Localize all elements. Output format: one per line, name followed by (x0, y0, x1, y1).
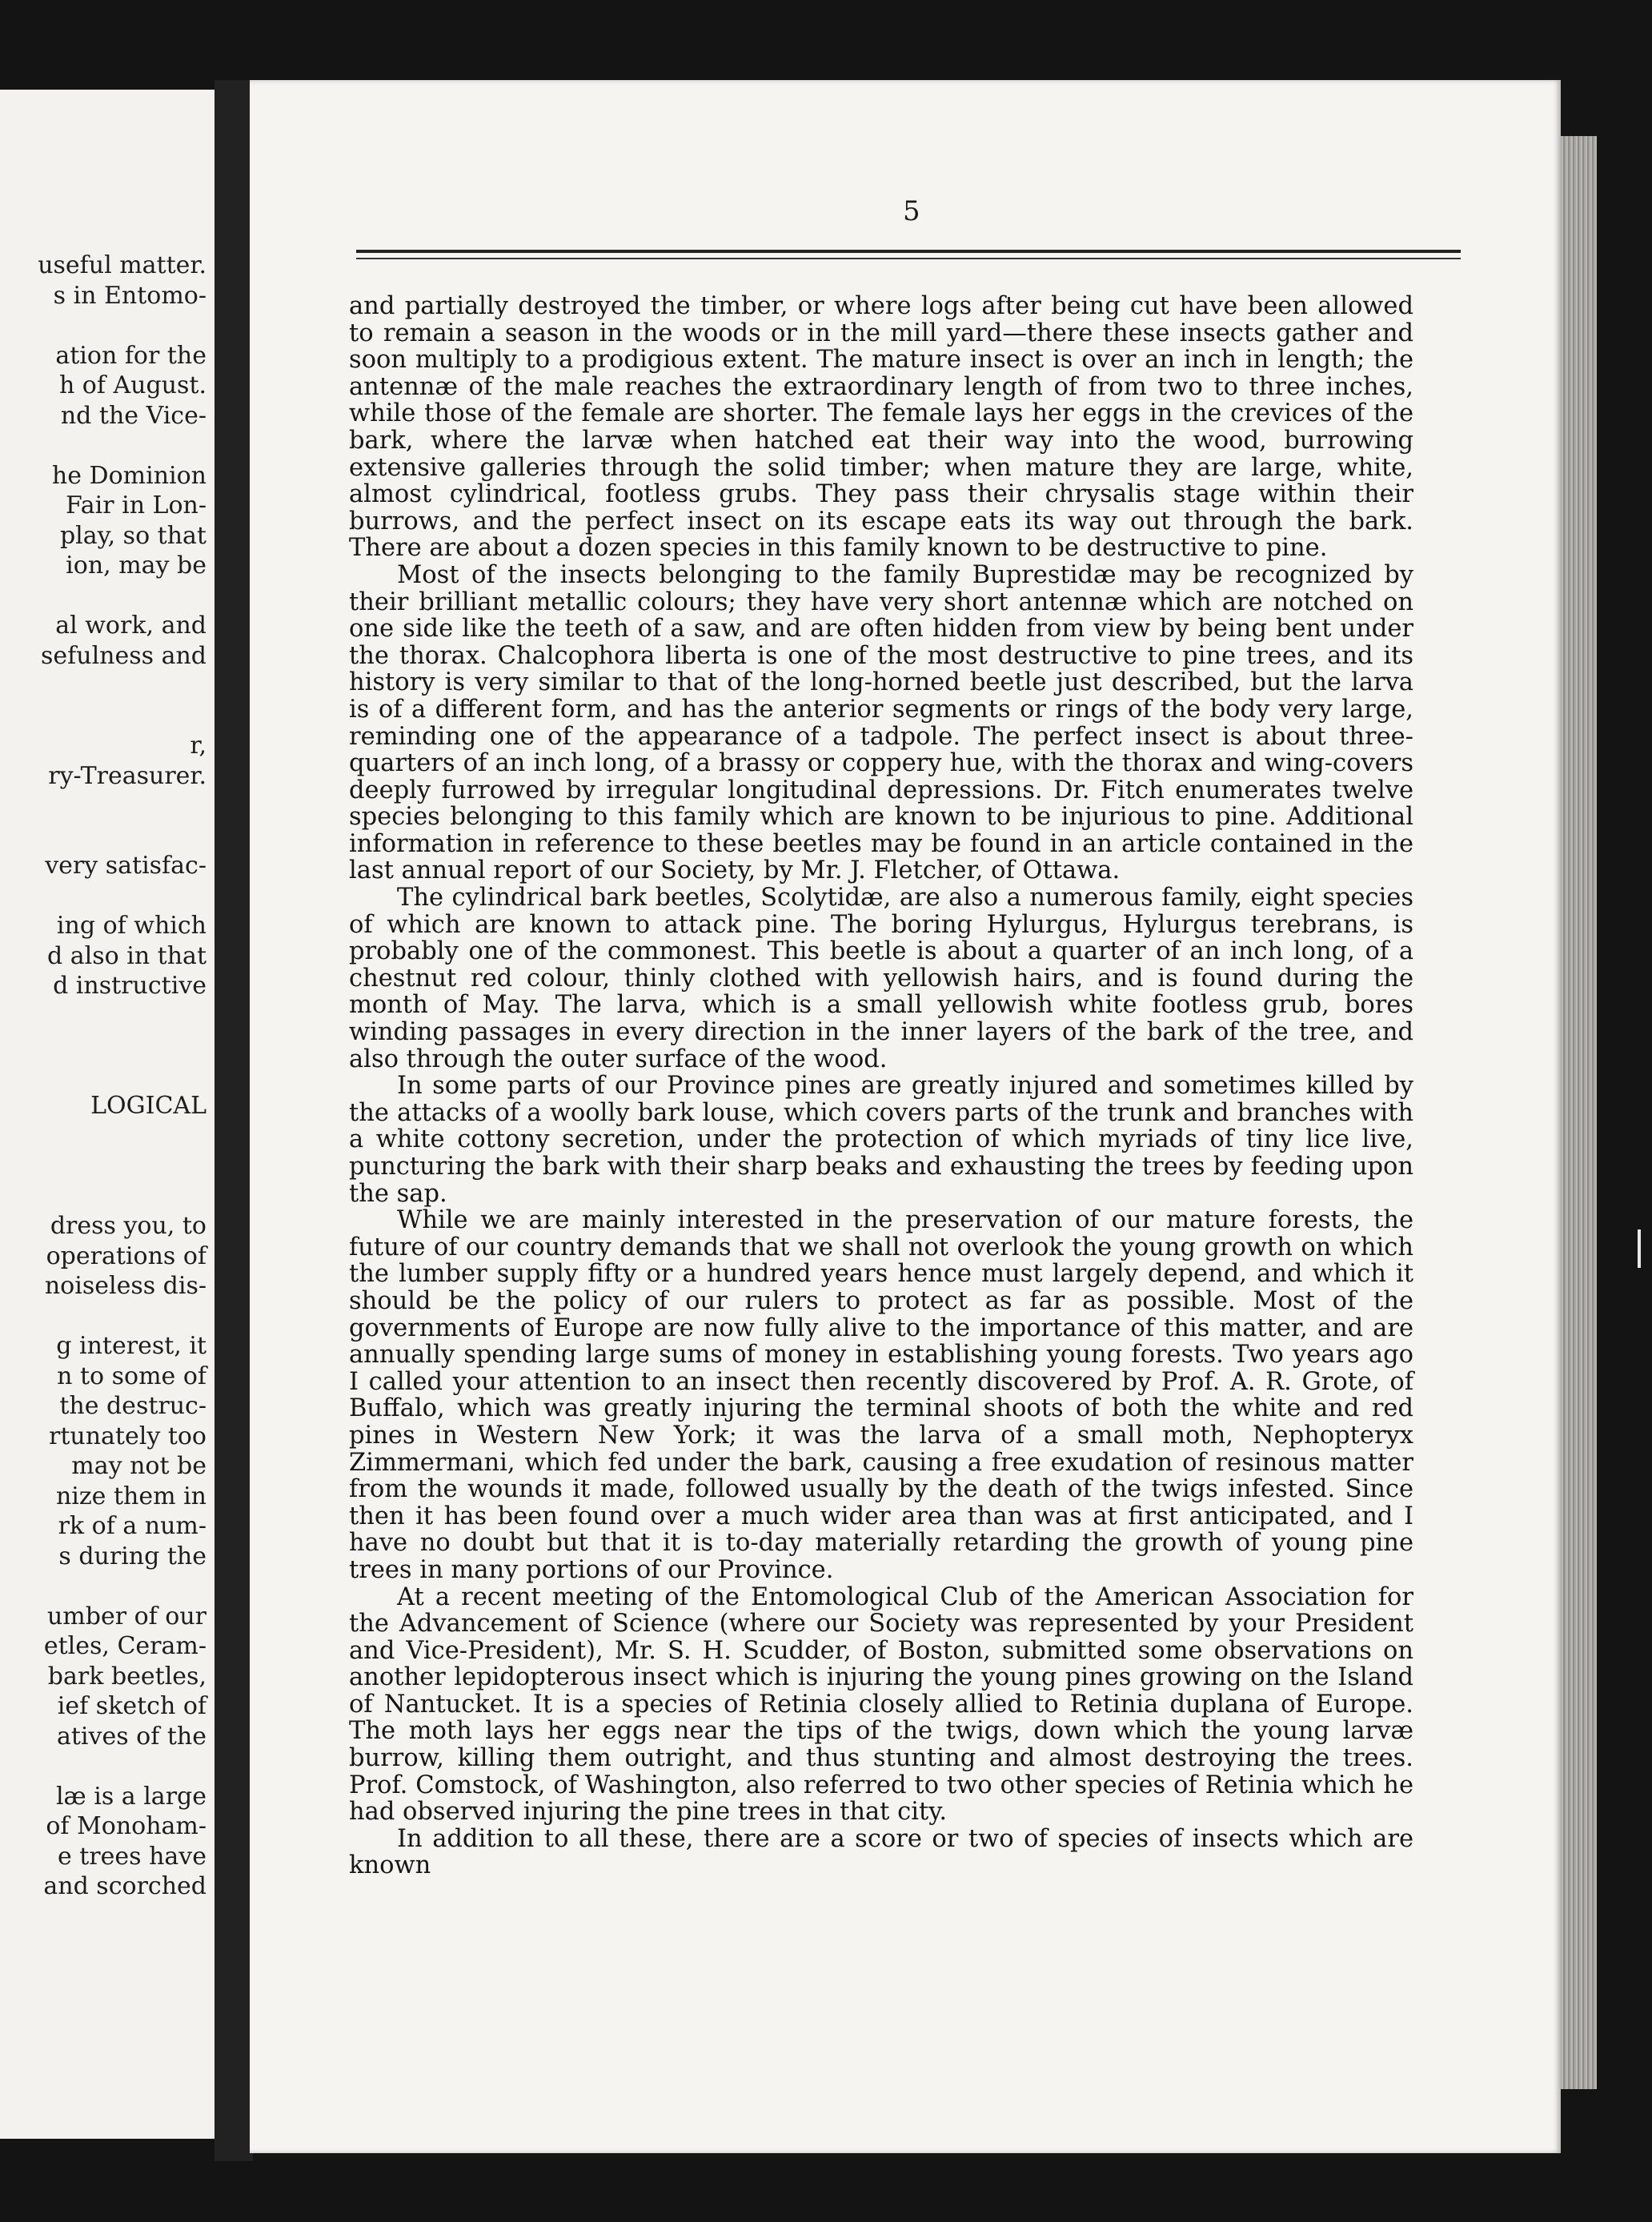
left-page-line: r, (190, 732, 206, 760)
left-page-line: ief sketch of (57, 1692, 206, 1720)
paragraph: At a recent meeting of the Entomological Club of the American Association for the Advancement of Science (where our Society was represented by your President and Vice-President), Mr. S. H. Scudder, of Boston, submitted some observations on another lepidopterous insect which is injuring the young pines growing on the Island of Nantucket. It is a species of Retinia closely allied to Retinia duplana of Europe. The moth lays her eggs near the tips of the twigs, down which the young larvæ burrow, killing them outright, and thus stunting and almost destroying the trees. Prof. Comstock, of Washington, also referred to two other species of Retinia which he had observed injuring the pine trees in that city. (349, 1582, 1413, 1827)
left-page-line: noiseless dis- (44, 1272, 206, 1300)
left-page-line: sefulness and (41, 641, 206, 670)
left-page-line: d instructive (53, 972, 206, 1000)
left-page-line: etles, Ceram- (43, 1632, 206, 1660)
scan-mark (1638, 1229, 1641, 1268)
left-page-line: may not be (71, 1452, 206, 1480)
left-page-line: nize them in (55, 1482, 206, 1510)
paragraph: In some parts of our Province pines are greatly injured and sometimes killed by the attacks of a woolly bark louse, which covers parts of the trunk and branches with a white cottony secretion, under the protection of which myriads of tiny lice live, puncturing the bark with their sharp beaks and exhausting the trees by feeding upon the sap. (349, 1072, 1413, 1208)
left-page-line: al work, and (55, 612, 206, 640)
paragraph: and partially destroyed the timber, or where logs after being cut have been allowed to remain a season in the woods or in the mill yard—there these insects gather and soon multiply to a prodigious extent. The mature insect is over an inch in length; the antennæ of the male reaches the extraordinary length of from two to three inches, while those of the female are shorter. The female lays her eggs in the crevices of the bark, where the larvæ when hatched eat their way into the wood, burrowing extensive galleries through the solid timber; when mature they are large, white, almost cylindrical, footless grubs. They pass their chrysalis stage within their burrows, and the perfect insect on its escape eats its way out through the bark. There are about a dozen species in this family known to be destructive to pine. (349, 292, 1413, 563)
left-page-line: bark beetles, (47, 1662, 206, 1691)
page-number: 5 (903, 195, 920, 227)
left-page-line: operations of (46, 1241, 206, 1270)
left-page-line: ation for the (55, 341, 206, 370)
left-page-line: ion, may be (66, 551, 206, 580)
left-page-line: rk of a num- (58, 1512, 206, 1540)
previous-page-fragment (0, 90, 215, 2139)
left-page-line: Fair in Lon- (65, 491, 206, 519)
paragraph: The cylindrical bark beetles, Scolytidæ, are also a numerous family, eight species of which are known to attack pine. The boring Hylurgus, Hylurgus terebrans, is probably one of the commonest. This beetle is about a quarter of an inch long, of a chestnut red colour, thinly clothed with yellowish hairs, and is found during the month of May. The larva, which is a small yellowish white footless grub, bores winding passages in every direction in the inner layers of the bark of the tree, and also through the outer surface of the wood. (349, 884, 1413, 1073)
left-page-line: umber of our (46, 1602, 206, 1630)
left-page-line: atives of the (56, 1722, 206, 1751)
left-page-line: rtunately too (49, 1422, 206, 1450)
left-page-line: n to some of (57, 1362, 206, 1390)
paragraph: While we are mainly interested in the preservation of our mature forests, the future of our country demands that we shall not overlook the young growth on which the lumber supply fifty or a hundred years hence must largely depend, and which it should be the policy of our rulers to protect as far as possible. Most of the governments of Europe are now fully alive to the importance of this matter, and are annually spending large sums of money in establishing young forests. Two years ago I called your attention to an insect then recently discovered by Prof. A. R. Grote, of Buffalo, which was greatly injuring the terminal shoots of both the white and red pines in Western New York; it was the larva of a small moth, Nephopteryx Zimmermani, which fed under the bark, causing a free exudation of resinous matter from the wounds it made, followed usually by the death of the twigs infested. Since then it has been found over a much wider area than was at first anticipated, and I have no doubt but that it is to-day materially retarding the growth of young pine trees in many portions of our Province. (349, 1206, 1413, 1584)
left-page-line: h of August. (58, 371, 206, 399)
left-page-line: play, so that (59, 521, 206, 550)
left-page-line: e trees have (57, 1842, 206, 1871)
paragraph: Most of the insects belonging to the family Buprestidæ may be recognized by their brilliant metallic colours; they have very short antennæ which are notched on one side like the teeth of a saw, and are often hidden from view by being bent under the thorax. Chalcophora liberta is one of the most destructive to pine trees, and its history is very similar to that of the long-horned beetle just described, but the larva is of a different form, and has the anterior segments or rings of the body very large, reminding one of the appearance of a tadpole. The perfect insect is about three-quarters of an inch long, of a brassy or coppery hue, with the thorax and wing-covers deeply furrowed by irregular longitudinal depressions. Dr. Fitch enumerates twelve species belonging to this family which are known to be injurious to pine. Additional information in reference to these beetles may be found in an article contained in the last annual report of our Society, by Mr. J. Fletcher, of Ottawa. (349, 560, 1413, 885)
left-page-line: læ is a large (55, 1782, 206, 1811)
left-page-line: of Monoham- (46, 1812, 206, 1840)
left-page-line: s in Entomo- (53, 281, 206, 310)
body-text (349, 293, 1413, 1879)
left-page-line: ing of which (56, 912, 206, 940)
left-page-line: ry-Treasurer. (48, 761, 206, 790)
left-page-line: nd the Vice- (60, 401, 206, 430)
header-rule-thin (356, 258, 1461, 259)
left-page-line: g interest, it (56, 1332, 206, 1360)
book-gutter (215, 80, 253, 2161)
left-page-line: dress you, to (50, 1212, 206, 1240)
header-rule (356, 250, 1461, 253)
left-page-line: d also in that (47, 941, 206, 970)
paragraph: In addition to all these, there are a score or two of species of insects which are known (349, 1824, 1413, 1880)
left-page-line: very satisfac- (45, 852, 206, 880)
left-page-line: he Dominion (51, 461, 206, 490)
left-page-line: s during the (58, 1542, 206, 1570)
left-page-line: useful matter. (38, 251, 206, 279)
left-page-line: and scorched (43, 1872, 206, 1900)
left-page-line: the destruc- (59, 1392, 206, 1420)
left-page-line: LOGICAL (90, 1092, 206, 1120)
page-edge-stack (1561, 136, 1597, 2089)
